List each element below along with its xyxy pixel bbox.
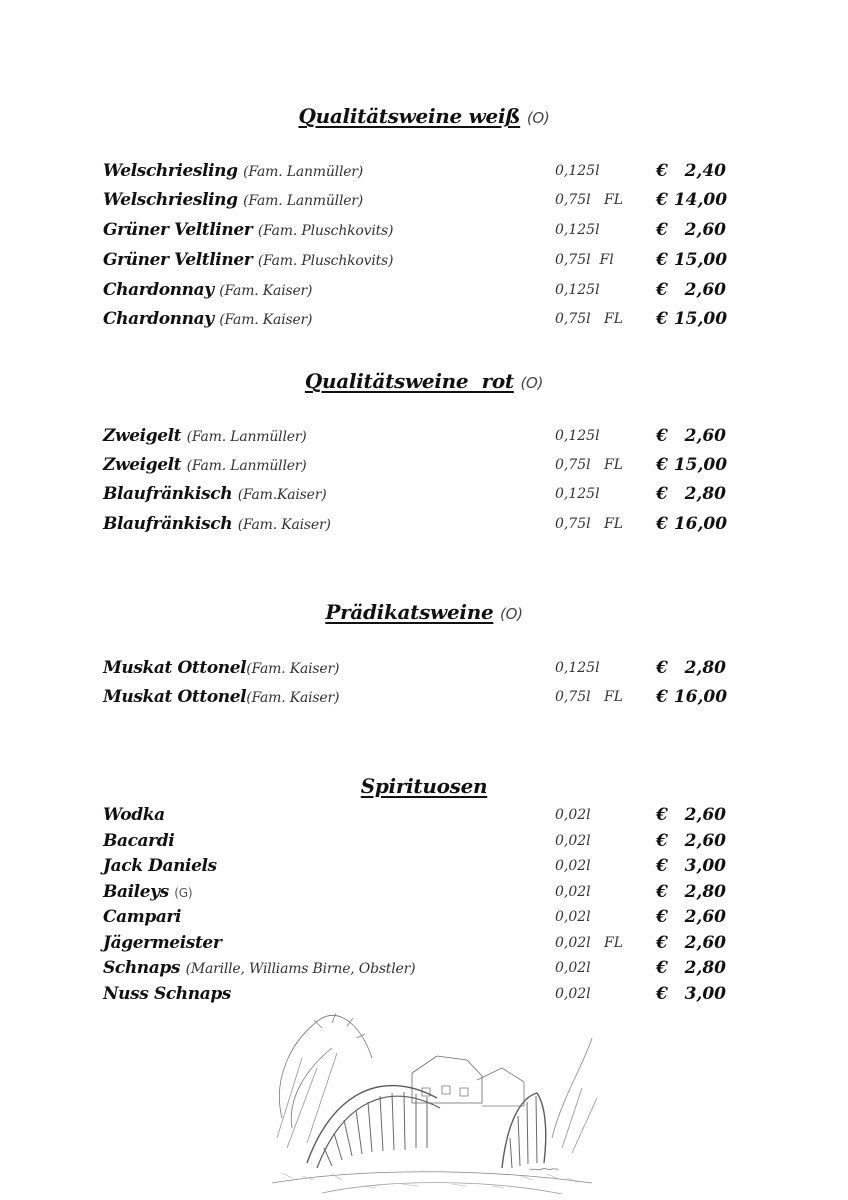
item-name: Zweigelt [103,426,182,446]
menu-item [0,426,848,452]
item-name-wrap [103,484,327,504]
price-amount: 16,00 [673,687,728,707]
section-title-text: Qualitätsweine rot [304,369,514,393]
item-quantity: 0,75l FL [555,457,624,473]
item-quantity: 0,02l [555,833,591,849]
item-name: Welschriesling [103,190,238,210]
item-producer: (Fam. Lanmüller) [186,429,307,445]
item-quantity: 0,02l [555,960,591,976]
price-amount: 2,80 [684,484,726,504]
menu-item [0,455,848,481]
item-quantity: 0,02l FL [555,935,624,951]
currency-symbol: € [656,687,668,707]
item-name: Chardonnay [103,309,214,329]
item-name: Grüner Veltliner [103,220,253,240]
item-producer: (Fam. Kaiser) [219,283,313,299]
item-quantity: 0,125l [555,282,600,298]
item-price [656,687,726,707]
item-producer: (Fam. Lanmüller) [243,164,364,180]
menu-item [0,190,848,216]
menu-item [0,484,848,510]
menu-item [0,882,848,908]
item-price [656,907,726,927]
item-quantity: 0,02l [555,884,591,900]
item-name-wrap [103,882,192,902]
price-amount: 2,60 [684,907,726,927]
item-name: Nuss Schnaps [103,984,231,1004]
section-title-white-wines [0,104,848,128]
section-title-red-wines [0,369,848,393]
item-quantity: 0,75l FL [555,311,624,327]
item-price [656,455,726,475]
item-producer: (Fam. Kaiser) [219,312,313,328]
currency-symbol: € [656,190,668,210]
price-amount: 15,00 [673,455,728,475]
menu-item [0,309,848,335]
item-producer: (Fam. Kaiser) [246,690,340,706]
item-name: Blaufränkisch [103,514,233,534]
item-price [656,280,726,300]
item-quantity: 0,02l [555,807,591,823]
item-price [656,658,726,678]
menu-item [0,280,848,306]
item-price [656,958,726,978]
item-name: Grüner Veltliner [103,250,253,270]
item-allergen-note: (G) [174,886,193,900]
item-quantity: 0,125l [555,486,600,502]
currency-symbol: € [656,309,668,329]
price-amount: 15,00 [673,250,728,270]
currency-symbol: € [656,831,668,851]
price-amount: 2,40 [684,161,726,181]
currency-symbol: € [656,984,668,1004]
currency-symbol: € [656,220,668,240]
item-price [656,831,726,851]
section-title-text: Spirituosen [360,774,488,798]
menu-item [0,856,848,882]
currency-symbol: € [656,805,668,825]
item-name-wrap [103,907,181,927]
item-name: Jägermeister [103,933,222,953]
item-name: Campari [103,907,182,927]
item-quantity: 0,125l [555,660,600,676]
currency-symbol: € [656,907,668,927]
item-quantity: 0,75l Fl [555,252,614,268]
item-producer: (Fam. Lanmüller) [243,193,364,209]
item-producer: (Fam. Kaiser) [246,661,340,677]
item-quantity: 0,125l [555,428,600,444]
price-amount: 2,60 [684,933,726,953]
item-producer: (Fam. Pluschkovits) [257,223,394,239]
currency-symbol: € [656,882,668,902]
section-title-note: (O) [500,605,523,623]
item-price [656,250,726,270]
section-title-text: Prädikatsweine [325,600,494,624]
item-name-wrap [103,805,165,825]
item-name: Baileys [103,882,169,902]
item-name-wrap [103,658,339,678]
price-amount: 2,80 [684,658,726,678]
item-quantity: 0,02l [555,986,591,1002]
menu-item [0,958,848,984]
price-amount: 2,60 [684,426,726,446]
item-price [656,984,726,1004]
currency-symbol: € [656,455,668,475]
item-price [656,805,726,825]
menu-item [0,687,848,713]
item-name: Schnaps [103,958,181,978]
item-name-wrap [103,280,312,300]
item-price [656,426,726,446]
price-amount: 15,00 [673,309,728,329]
price-amount: 2,80 [684,882,726,902]
item-name: Muskat Ottonel [103,687,247,707]
item-price [656,882,726,902]
item-price [656,856,726,876]
section-title-text: Qualitätsweine weiß [298,104,521,128]
menu-item [0,220,848,246]
item-name-wrap [103,514,331,534]
item-name-wrap [103,984,231,1004]
item-name-wrap [103,190,363,210]
item-producer: (Fam. Pluschkovits) [257,253,394,269]
section-title-note: (O) [520,374,544,392]
item-name: Blaufränkisch [103,484,233,504]
section-title-note: (O) [526,109,550,127]
item-quantity: 0,125l [555,163,600,179]
price-amount: 16,00 [673,514,728,534]
menu-item [0,161,848,187]
price-amount: 2,60 [684,280,726,300]
currency-symbol: € [656,484,668,504]
menu-item [0,658,848,684]
item-name-wrap [103,856,217,876]
item-name: Bacardi [103,831,175,851]
item-name: Wodka [103,805,165,825]
item-price [656,220,726,240]
currency-symbol: € [656,856,668,876]
item-name-wrap [103,455,307,475]
item-quantity: 0,02l [555,909,591,925]
currency-symbol: € [656,161,668,181]
price-amount: 2,60 [684,831,726,851]
menu-item [0,907,848,933]
menu-item [0,831,848,857]
item-name-wrap [103,958,415,978]
item-name-wrap [103,426,307,446]
price-amount: 2,60 [684,805,726,825]
section-title-spirits [0,774,848,798]
menu-item [0,514,848,540]
item-price [656,161,726,181]
item-quantity: 0,75l FL [555,192,624,208]
item-price [656,309,726,329]
currency-symbol: € [656,426,668,446]
menu-item [0,933,848,959]
item-price [656,190,726,210]
currency-symbol: € [656,514,668,534]
item-name-wrap [103,831,174,851]
price-amount: 2,80 [684,958,726,978]
price-amount: 2,60 [684,220,726,240]
item-producer: (Marille, Williams Birne, Obstler) [185,961,416,977]
item-name-wrap [103,250,393,270]
item-producer: (Fam.Kaiser) [237,487,327,503]
item-quantity: 0,75l FL [555,516,624,532]
item-quantity: 0,02l [555,858,591,874]
item-producer: (Fam. Lanmüller) [186,458,307,474]
item-producer: (Fam. Kaiser) [237,517,331,533]
item-quantity: 0,125l [555,222,600,238]
section-title-predicate-wines [0,600,848,624]
menu-item [0,805,848,831]
item-name: Welschriesling [103,161,238,181]
bridge-sketch-icon [262,998,602,1200]
item-name: Jack Daniels [103,856,217,876]
currency-symbol: € [656,280,668,300]
item-name-wrap [103,933,221,953]
price-amount: 14,00 [673,190,728,210]
item-name: Muskat Ottonel [103,658,247,678]
item-name-wrap [103,687,339,707]
currency-symbol: € [656,958,668,978]
item-name: Chardonnay [103,280,214,300]
currency-symbol: € [656,250,668,270]
item-name-wrap [103,309,312,329]
item-price [656,484,726,504]
currency-symbol: € [656,933,668,953]
price-amount: 3,00 [684,856,726,876]
currency-symbol: € [656,658,668,678]
item-name-wrap [103,161,363,181]
menu-item [0,250,848,276]
item-price [656,933,726,953]
item-quantity: 0,75l FL [555,689,624,705]
item-name: Zweigelt [103,455,182,475]
item-price [656,514,726,534]
price-amount: 3,00 [684,984,726,1004]
item-name-wrap [103,220,393,240]
